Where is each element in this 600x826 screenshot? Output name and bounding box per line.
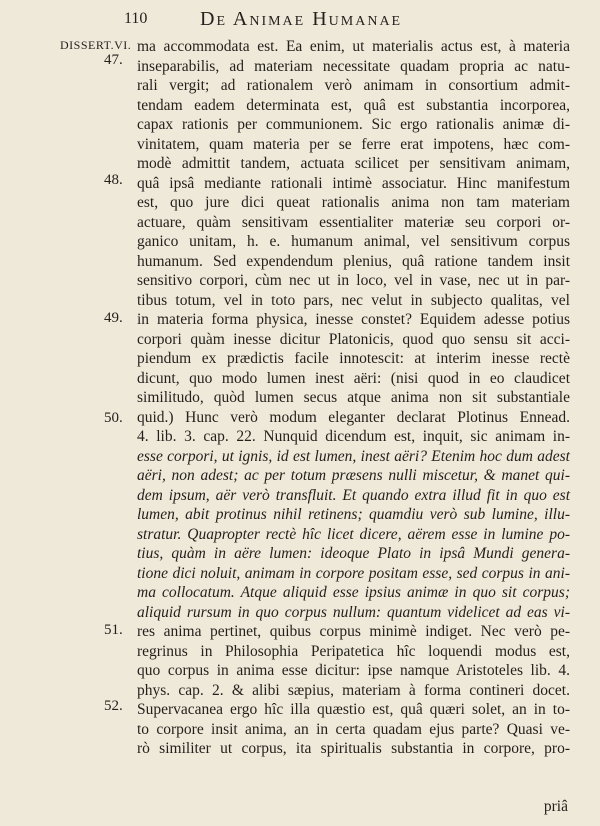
text-line: modè admittit tandem, actuata scilicet per sensitivam animam, <box>137 155 570 172</box>
text-line: tibus totum, vel in toto pars, nec velut in subjecto qualitas, vel <box>137 291 570 309</box>
text-line: capax rationis per communionem. Sic ergo rationalis animæ di- <box>137 116 570 133</box>
italic-text-line: lumen, abit protinus nihil retinens; quamdiu verò sub lumine, illu- <box>137 506 570 523</box>
text-line: quid.) Hunc verò modum eleganter declarat Plotinus Ennead. <box>137 408 570 426</box>
text-line: piendum ex prædictis facile innotescit: at interim inesse rectè <box>137 350 570 367</box>
text-line: quâ ipsâ mediante rationali intimè associatur. Hinc manifestum <box>137 174 570 192</box>
running-title: De Animae Humanae <box>200 8 403 30</box>
italic-text-line: aëri, non adest; ac per totum præsens nulli miscetur, & manet qui- <box>137 467 570 484</box>
page-header <box>0 8 600 36</box>
italic-text-line: tius, quàm in aëre lumen: ideoque Plato in ipsâ Mundi genera- <box>137 545 570 562</box>
text-line: rali vergit; ad rationalem verò animam in consortium admit- <box>137 77 570 94</box>
text-line: 4. lib. 3. cap. 22. Nunquid dicendum est, inquit, sic animam in- <box>137 428 570 445</box>
text-line: regrinus in Philosophia Peripatetica hîc loquendi modus est, <box>137 642 570 660</box>
text-line: ma accommodata est. Ea enim, ut materialis actus est, à materia <box>137 38 570 55</box>
text-line: est, quo jure dici queat rationalis anima non tam materiam <box>137 194 570 211</box>
text-line: quo corpus in anima esse dicitur: ipse namque Aristoteles lib. 4. <box>137 662 570 679</box>
dissertation-label: DISSERT.VI. <box>60 38 132 52</box>
body-text <box>137 37 570 759</box>
italic-text-line: aliquid rursum in quo corpus nullum: quantum videlicet ad eas vi- <box>137 603 570 621</box>
margin-number: 51. <box>104 622 123 638</box>
text-line: dicunt, quo modo lumen inest aëri: (nisi quod in eo claudicet <box>137 369 570 387</box>
text-line: humanum. Sed expendendum plenius, quâ ratione tandem insit <box>137 252 570 270</box>
text-line: to corpore insit anima, an in certa quadam ejus parte? Quasi ve- <box>137 720 570 738</box>
text-line: in materia forma physica, inesse constet? Equidem adesse potius <box>137 311 570 328</box>
text-line: corpori quàm inesse dicitur Platonicis, quod quo sensu sit acci- <box>137 330 570 348</box>
italic-text-line: tione dici noluit, animam in corpore positam esse, sed corpus in ani- <box>137 564 570 582</box>
page-number: 110 <box>124 10 148 27</box>
text-line: phys. cap. 2. & alibi sæpius, materiam à forma contineri docet. <box>137 681 570 699</box>
margin-number: 47. <box>104 52 123 68</box>
text-line: ganico unitam, h. e. humanum animal, vel sensitivum corpus <box>137 233 570 250</box>
text-line: inseparabilis, ad materiam necessitate quadam propria ac natu- <box>137 57 570 75</box>
text-line: similitudo, quòd lumen secus atque anima non sit substantiale <box>137 389 570 406</box>
margin-number: 49. <box>104 310 123 326</box>
margin-number: 48. <box>104 172 123 188</box>
italic-text-line: dem ipsum, aër verò transfluit. Et quando extra illud fit in quo est <box>137 486 570 504</box>
text-line: rò similiter ut corpus, ita spiritualis substantia in corpore, pro- <box>137 740 570 757</box>
italic-text-line: stratur. Quapropter rectè hîc licet dicere, aërem esse in lumine po- <box>137 525 570 543</box>
text-line: res anima pertinet, quibus corpus minimè indiget. Nec verò pe- <box>137 623 570 640</box>
margin-number: 52. <box>104 698 123 714</box>
text-line: Supervacanea ergo hîc illa quæstio est, quâ quæri solet, an in to- <box>137 701 570 718</box>
italic-text-line: ma collocatum. Atque aliquid esse ipsius animæ in quo sit corpus; <box>137 584 570 601</box>
text-line: vinitatem, quam materia per se ferre erat impotens, hæc com- <box>137 135 570 153</box>
text-line: actuare, quàm sensitivam essentialiter materiæ seu corpori or- <box>137 213 570 231</box>
text-line: sensitivo corpori, cùm nec ut in loco, vel in vase, nec ut in par- <box>137 272 570 289</box>
catchword: priâ <box>543 798 568 815</box>
italic-text-line: esse corpori, ut ignis, id est lumen, inest aëri? Etenim hoc dum adest <box>137 447 570 465</box>
text-line: tendam eadem determinata est, quâ est substantia incorporea, <box>137 96 570 114</box>
margin-number: 50. <box>104 410 123 426</box>
